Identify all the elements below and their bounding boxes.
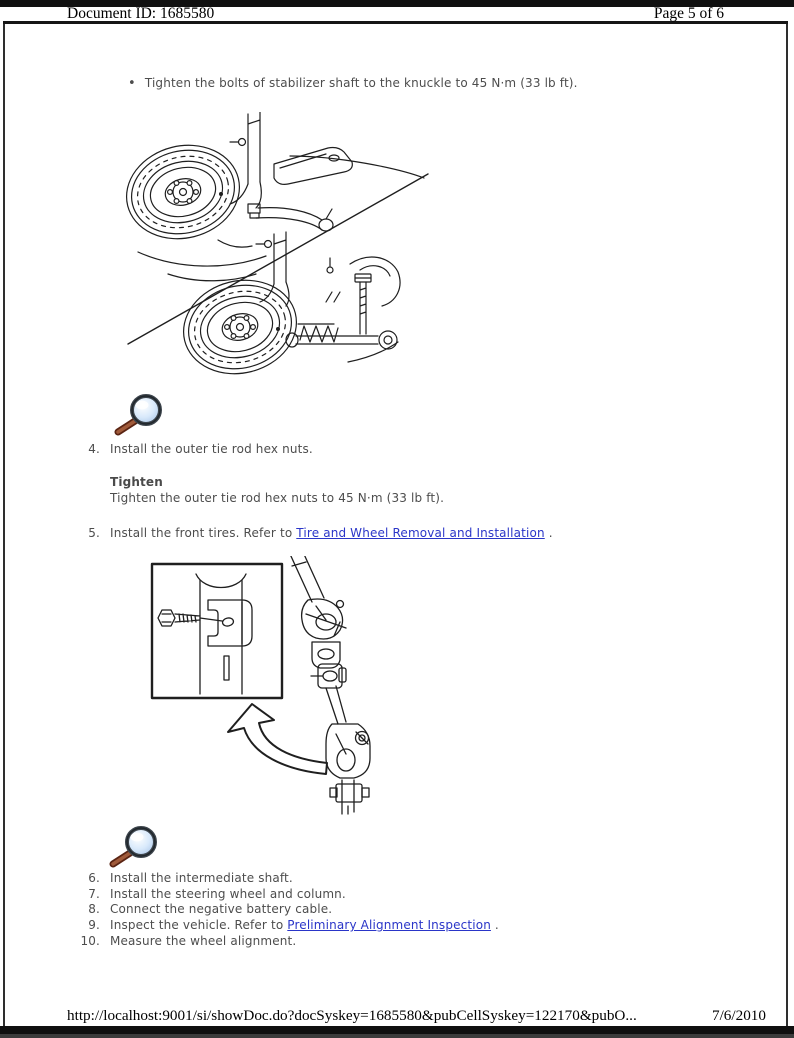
magnifier-icon[interactable]	[105, 824, 163, 868]
tire-and-wheel-removal-link[interactable]: Tire and Wheel Removal and Installation	[296, 526, 545, 540]
document-id: Document ID: 1685580	[67, 5, 215, 22]
step-text-suffix: .	[490, 918, 499, 933]
step-text	[110, 918, 499, 934]
magnifier-icon[interactable]	[110, 392, 168, 436]
step-item-6	[72, 871, 499, 887]
footer-date: 7/6/2010	[711, 1007, 766, 1024]
bottom-edge-bar	[0, 1026, 794, 1034]
step-item-8	[72, 902, 499, 918]
step-number: 5.	[88, 526, 100, 540]
step-text: Install the intermediate shaft.	[110, 871, 293, 885]
zoom-image-control[interactable]	[110, 392, 168, 440]
step-item-4	[72, 442, 632, 457]
step-number: 7.	[88, 886, 100, 901]
footer-url: http://localhost:9001/si/showDoc.do?docSyskey=1685580&pubCellSyskey=122170&pubO...	[67, 1007, 637, 1024]
step-item-10	[72, 934, 499, 950]
step-number: 6.	[88, 871, 100, 885]
step-item-9	[72, 918, 499, 934]
tighten-body: Tighten the outer tie rod hex nuts to 45 N·m (33 lb ft).	[110, 491, 445, 505]
bullet-text: Tighten the bolts of stabilizer shaft to the knuckle to 45 N·m (33 lb ft).	[144, 76, 578, 90]
step-number: 9.	[88, 918, 100, 933]
preliminary-alignment-inspection-link[interactable]: Preliminary Alignment Inspection	[287, 918, 491, 933]
stabilizer-knuckle-line-art	[98, 112, 433, 380]
page-indicator: Page 5 of 6	[653, 5, 724, 22]
step-text-prefix: Install the front tires. Refer to	[110, 526, 297, 540]
step-item-5	[72, 526, 712, 541]
step-number: 10.	[80, 933, 100, 948]
bullet-item	[128, 76, 578, 91]
steps-list	[72, 871, 499, 950]
bullet-marker: •	[128, 76, 136, 91]
tighten-note	[110, 474, 444, 506]
step-text: Connect the negative battery cable.	[110, 902, 333, 917]
step-text-suffix: .	[544, 526, 553, 540]
intermediate-shaft-figure	[140, 556, 380, 818]
step-item-7	[72, 887, 499, 903]
print-header	[67, 5, 724, 23]
step-number: 8.	[88, 902, 100, 917]
step-text-prefix: Inspect the vehicle. Refer to	[110, 918, 288, 933]
zoom-image-control[interactable]	[105, 824, 163, 872]
left-page-edge	[3, 22, 5, 1026]
step-text: Install the steering wheel and column.	[110, 886, 346, 901]
step-text: Install the outer tie rod hex nuts.	[110, 442, 313, 456]
intermediate-shaft-line-art	[140, 556, 380, 818]
step-number: 4.	[88, 442, 100, 456]
step-text: Measure the wheel alignment.	[110, 933, 297, 948]
step-text	[110, 526, 553, 541]
right-page-edge	[786, 22, 788, 1026]
tighten-heading: Tighten	[110, 475, 163, 489]
bottom-edge-bar-soft	[0, 1034, 794, 1038]
stabilizer-knuckle-figure	[98, 112, 433, 380]
print-footer	[67, 1007, 766, 1025]
